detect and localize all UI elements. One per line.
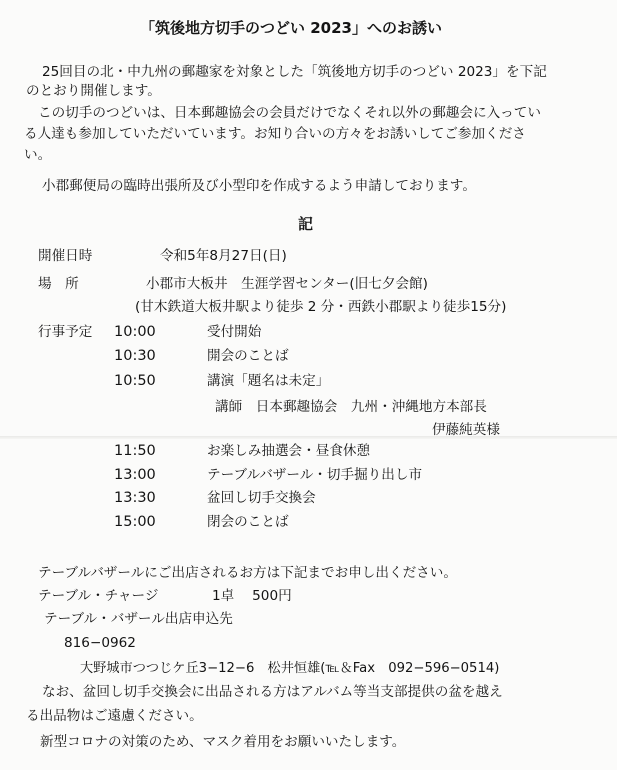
- lecturer-name: 伊藤純英様: [432, 422, 500, 438]
- schedule-event: 盆回し切手交換会: [207, 490, 316, 506]
- postal-code: 816−0962: [64, 635, 136, 651]
- schedule-event: 閉会のことば: [207, 514, 289, 530]
- paper-fold: [0, 436, 617, 439]
- note-line: 新型コロナの対策のため、マスク着用をお願いいたします。: [40, 734, 406, 750]
- schedule-event: 受付開始: [207, 324, 262, 340]
- schedule-event: テーブルバザール・切手掘り出し市: [207, 467, 423, 483]
- schedule-event: お楽しみ抽選会・昼食休憩: [207, 443, 371, 459]
- intro-line: い。: [24, 147, 52, 163]
- date-value: 令和5年8月27日(日): [160, 248, 287, 264]
- charge-value: 1卓 500円: [212, 588, 292, 604]
- schedule-time: 13:00: [114, 467, 156, 483]
- schedule-event: 講演「題名は未定」: [207, 373, 330, 389]
- schedule-time: 13:30: [114, 490, 156, 506]
- document-title: 「筑後地方切手のつどい 2023」へのお誘い: [140, 19, 442, 37]
- place-label: 場 所: [38, 276, 79, 292]
- intro-line: る人達も参加していただいています。お知り合いの方々をお誘いしてご参加くださ: [24, 126, 526, 142]
- apply-label: テーブル・バザール出店申込先: [44, 611, 233, 627]
- ki-heading: 記: [298, 215, 314, 233]
- schedule-time: 15:00: [114, 514, 156, 530]
- place-access: (甘木鉄道大板井駅より徒歩 2 分・西鉄小郡駅より徒歩15分): [135, 299, 507, 315]
- schedule-label: 行事予定: [38, 324, 93, 340]
- intro-line: のとおり開催します。: [26, 83, 161, 99]
- schedule-time: 10:00: [114, 324, 156, 340]
- bazaar-notice: テーブルバザールにご出店されるお方は下記までお申し出ください。: [38, 565, 457, 581]
- lecturer-title: 講師 日本郵趣協会 九州・沖縄地方本部長: [215, 399, 487, 415]
- contact-address: 大野城市つつじケ丘3−12−6 松井恒雄(℡＆Fax 092−596−0514): [80, 661, 500, 676]
- intro-line: この切手のつどいは、日本郵趣協会の会員だけでなくそれ以外の郵趣会に入ってい: [38, 105, 541, 121]
- charge-label: テーブル・チャージ: [38, 588, 159, 604]
- note-line: る出品物はご遠慮ください。: [26, 708, 203, 724]
- schedule-event: 開会のことば: [207, 348, 289, 364]
- intro-line: 25回目の北・中九州の郵趣家を対象とした「筑後地方切手のつどい 2023」を下記: [42, 64, 547, 80]
- place-value: 小郡市大板井 生涯学習センター(旧七夕会館): [146, 276, 428, 292]
- intro-line: 小郡郵便局の臨時出張所及び小型印を作成するよう申請しております。: [42, 178, 476, 194]
- note-line: なお、盆回し切手交換会に出品される方はアルバム等当支部提供の盆を越え: [42, 684, 503, 700]
- schedule-time: 11:50: [114, 443, 156, 459]
- schedule-time: 10:50: [114, 373, 156, 389]
- schedule-time: 10:30: [114, 348, 156, 364]
- date-label: 開催日時: [38, 248, 93, 264]
